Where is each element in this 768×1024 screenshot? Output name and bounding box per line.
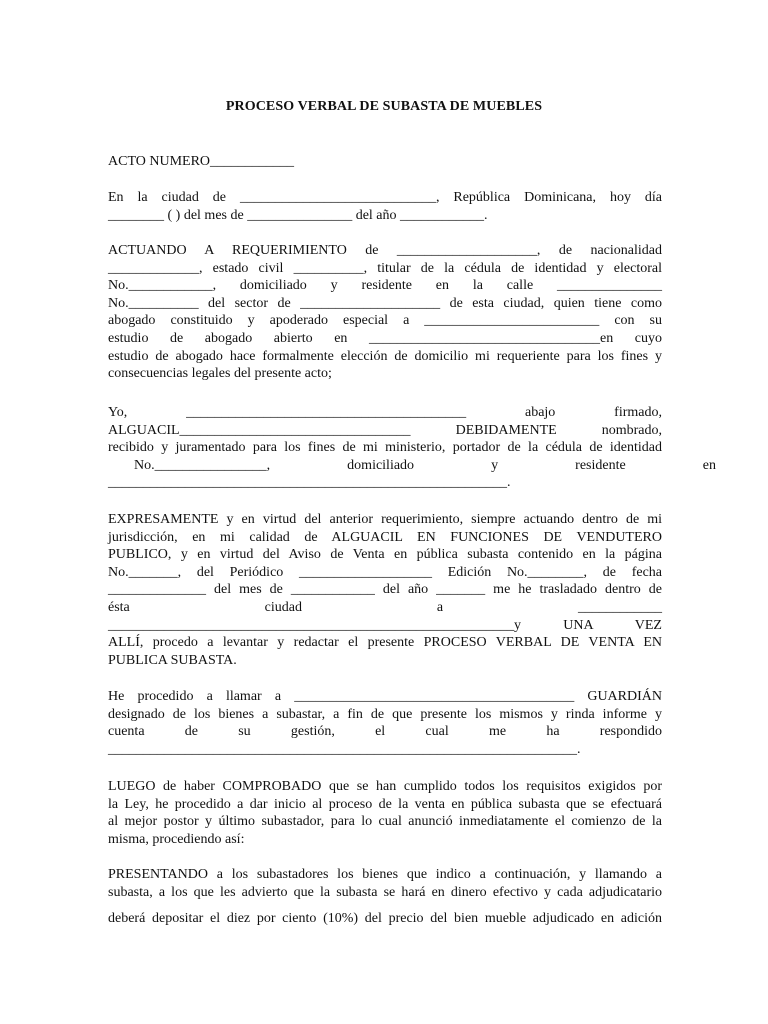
text-line: No._______, del Periódico ___________________ Edición No.________, de fecha (108, 564, 662, 580)
text-line: No.__________ del sector de ____________________ de esta ciudad, quien tiene como (108, 295, 662, 311)
text-line: PRESENTANDO a los subastadores los bienes que indico a continuación, y llamando a (108, 867, 662, 882)
text-line: abogado constituido y apoderado especial a _________________________ con su (108, 313, 662, 329)
text-line: No.____________, domiciliado y residente en la calle _______________ (108, 278, 662, 294)
text-line: la Ley, he procedido a dar inicio al proceso de la venta en pública subasta que se efectuará (108, 796, 662, 812)
paragraph-acto-numero (108, 153, 662, 171)
text-line: LUEGO de haber COMPROBADO que se han cumplido todos los requisitos exigidos por (108, 779, 662, 794)
paragraph-alguacil (108, 404, 716, 492)
paragraph-comprobado (108, 778, 662, 848)
text-line: deberá depositar el diez por ciento (10%) del precio del bien mueble adjudicado en adición (108, 911, 662, 927)
text-line: ACTUANDO A REQUERIMIENTO de ____________________, de nacionalidad (108, 243, 662, 258)
text-line: cuenta de su gestión, el cual me ha respondido (108, 724, 662, 740)
paragraph-presentando (108, 866, 662, 928)
text-line: recibido y juramentado para los fines de mi ministerio, portador de la cédula de identidad (108, 440, 662, 456)
text-line: ________ ( ) del mes de _______________ del año ____________. (108, 207, 488, 223)
text-line: En la ciudad de ____________________________, República Dominicana, hoy día (108, 190, 662, 205)
text-line: ___________________________________________________________________. (108, 741, 581, 757)
document-title: PROCESO VERBAL DE SUBASTA DE MUEBLES (225, 99, 543, 114)
text-line: estudio de abogado abierto en _________________________________en cuyo (108, 330, 662, 346)
text-line: __________________________________________________________y UNA VEZ (108, 617, 662, 633)
text-line: _________________________________________________________. (108, 475, 511, 491)
paragraph-requerimiento (108, 242, 662, 383)
text-line: ACTO NUMERO____________ (108, 154, 295, 169)
paragraph-ciudad-fecha (108, 189, 662, 224)
text-line: subasta, a los que les advierto que la subasta se hará en dinero efectivo y cada adjudicatario (108, 884, 662, 900)
paragraph-expresamente (108, 511, 662, 669)
text-line: estudio de abogado hace formalmente elección de domicilio mi requeriente para los fines y (108, 348, 662, 364)
text-line: jurisdicción, en mi calidad de ALGUACIL EN FUNCIONES DE VENDUTERO (108, 529, 662, 545)
text-line: ésta ciudad a ____________ (108, 599, 662, 615)
text-line: ALGUACIL_________________________________ DEBIDAMENTE nombrado, (108, 422, 662, 438)
text-line: consecuencias legales del presente acto; (108, 366, 332, 382)
text-line: ______________ del mes de ____________ del año _______ me he trasladado dentro de (108, 582, 662, 598)
text-line: EXPRESAMENTE y en virtud del anterior requerimiento, siempre actuando dentro de mi (108, 512, 662, 527)
text-line: _____________, estado civil __________, titular de la cédula de identidad y electoral (108, 260, 662, 276)
text-line: designado de los bienes a subastar, a fin de que presente los mismos y rinda informe y (108, 706, 662, 722)
text-line: Yo, ________________________________________ abajo firmado, (108, 405, 662, 420)
text-line: misma, procediendo así: (108, 831, 245, 847)
text-line: al mejor postor y último subastador, para lo cual anunció inmediatamente el comienzo de la (108, 814, 662, 830)
text-line: PUBLICO, y en virtud del Aviso de Venta en pública subasta contenido en la página (108, 547, 662, 563)
text-line: PUBLICA SUBASTA. (108, 652, 237, 668)
text-line: He procedido a llamar a ________________________________________ GUARDIÁN (108, 689, 662, 704)
text-line: No.________________, domiciliado y residente en (134, 457, 716, 473)
paragraph-guardian (108, 688, 662, 758)
text-line: ALLÍ, procedo a levantar y redactar el presente PROCESO VERBAL DE VENTA EN (108, 635, 662, 651)
